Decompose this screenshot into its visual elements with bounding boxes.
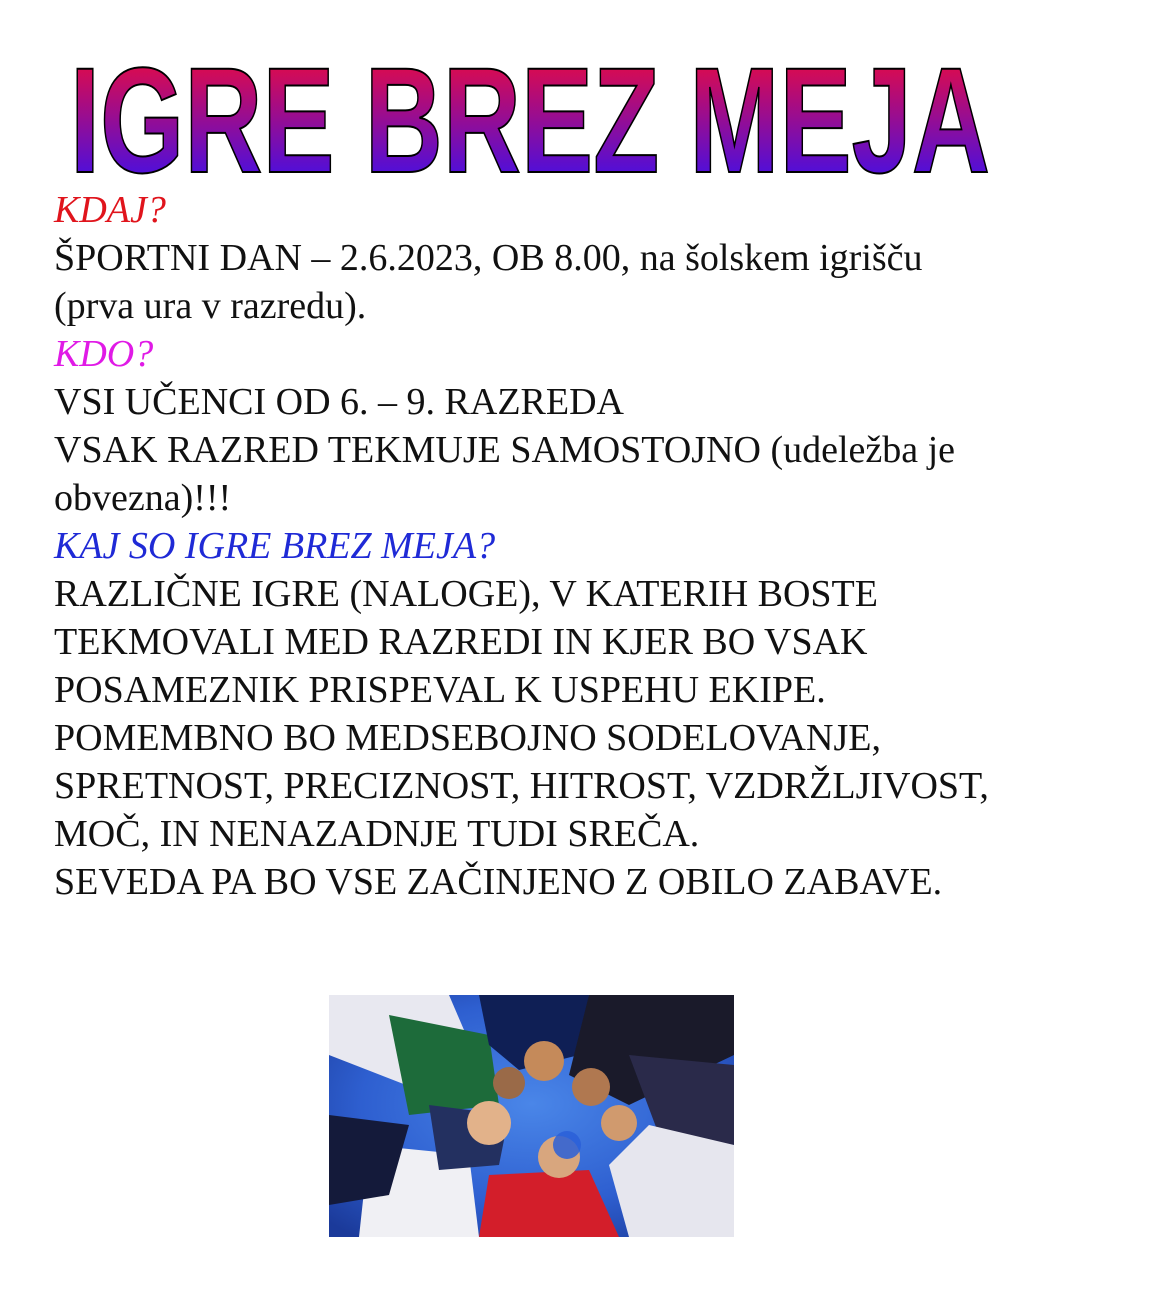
when-line-1: ŠPORTNI DAN – 2.6.2023, OB 8.00, na šolskem igrišču [54, 237, 923, 279]
heading-what: KAJ SO IGRE BREZ MEJA? [54, 525, 496, 567]
what-line-4: POMEMBNO BO MEDSEBOJNO SODELOVANJE, [54, 717, 881, 759]
who-line-3: obvezna)!!! [54, 477, 232, 519]
heading-who: KDO? [54, 333, 154, 375]
who-line-1: VSI UČENCI OD 6. – 9. RAZREDA [54, 381, 624, 423]
when-line-2: (prva ura v razredu). [54, 285, 367, 327]
what-line-3: POSAMEZNIK PRISPEVAL K USPEHU EKIPE. [54, 669, 826, 711]
announcement-body [54, 186, 1134, 906]
wordart-title [60, 44, 1000, 194]
what-line-2: TEKMOVALI MED RAZREDI IN KJER BO VSAK [54, 621, 868, 663]
what-line-6: MOČ, IN NENAZADNJE TUDI SREČA. [54, 813, 700, 855]
what-line-5: SPRETNOST, PRECIZNOST, HITROST, VZDRŽLJIVOST, [54, 765, 989, 807]
who-line-2: VSAK RAZRED TEKMUJE SAMOSTOJNO (udeležba je [54, 429, 956, 471]
heading-when: KDAJ? [54, 189, 166, 231]
what-line-7: SEVEDA PA BO VSE ZAČINJENO Z OBILO ZABAVE. [54, 861, 943, 903]
page-title: IGRE BREZ MEJA [70, 44, 990, 194]
what-line-1: RAZLIČNE IGRE (NALOGE), V KATERIH BOSTE [54, 573, 878, 615]
group-huddle-photo [329, 995, 734, 1237]
